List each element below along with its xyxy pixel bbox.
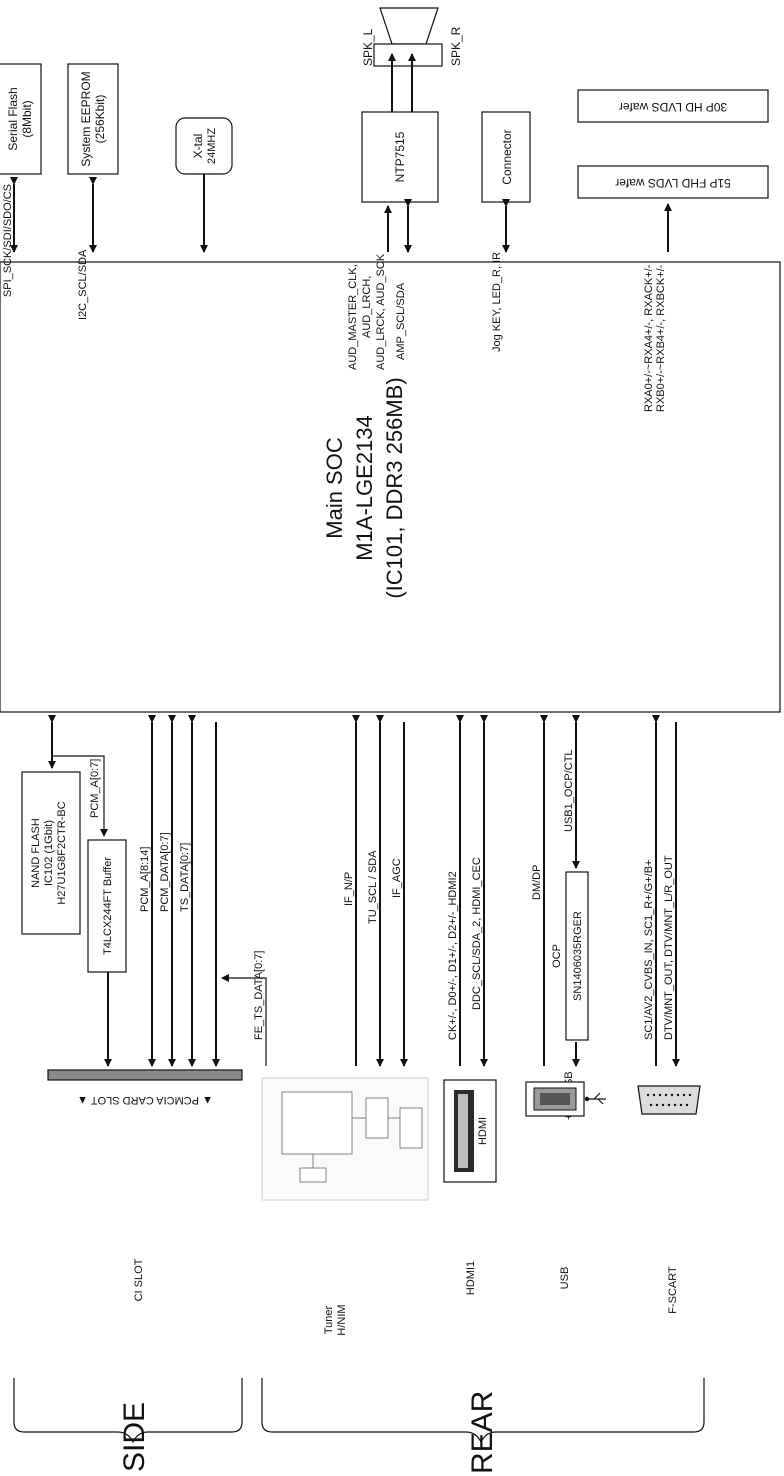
soc-part-number: M1A-LGE2134	[352, 415, 377, 561]
signal-ts-data: TS_DATA[0:7]	[179, 842, 191, 912]
signal-scart-out: DTV/MNT_OUT, DTV/MNT_L/R_OUT	[663, 855, 675, 1040]
signal-tu-scl: TU_SCL / SDA	[367, 850, 379, 924]
port-label-hdmi1: HDMI1	[465, 1260, 477, 1296]
serial-flash-label: Serial Flash	[6, 87, 20, 151]
section-label-side: SIDE	[118, 1401, 151, 1472]
speaker-icon	[374, 8, 442, 66]
signal-hdmi-ddc: DDC_SCL/SDA_2, HDMI_CEC	[471, 857, 483, 1010]
usb-symbol-icon	[585, 1093, 606, 1104]
signal-lvds-b: RXB0+/-~RXB4+/-, RXBCK+/-	[655, 264, 667, 412]
signal-jog-key: Jog KEY, LED_R, IR	[491, 251, 503, 352]
pcmcia-slot-icon	[48, 1070, 242, 1080]
hdmi-port-label: HDMI	[477, 1116, 489, 1146]
signal-aud-lrck: AUD_LRCK, AUD_SCK	[375, 253, 387, 370]
buffer-label: T4LCX244FT Buffer	[102, 856, 114, 956]
usb-port-icon	[526, 1082, 584, 1116]
xtal-frequency: 24MHZ	[206, 127, 218, 165]
pcmcia-slot-label: ▲ PCMCIA CARD SLOT ▲	[77, 1094, 213, 1107]
ocp-label: OCP	[551, 944, 563, 968]
tuner-module-icon	[262, 1078, 428, 1200]
amp-ntp7515-label: NTP7515	[393, 131, 407, 183]
port-label-ci-slot: CI SLOT	[133, 1258, 145, 1302]
nand-flash-part: H27U1G8F2CTR-BC	[56, 801, 68, 905]
port-label-hnim: H/NIM	[336, 1304, 348, 1336]
scart-connector-icon	[638, 1086, 700, 1114]
signal-pcm-a-8-14: PCM_A[8:14]	[139, 846, 151, 912]
signal-amp-i2c: AMP_SCL/SDA	[395, 282, 407, 360]
signal-pcm-a-0-7: PCM_A[0:7]	[89, 758, 101, 818]
serial-flash-size: (8Mbit)	[20, 100, 34, 138]
signal-i2c: I2C_SCL/SDA	[77, 249, 89, 320]
connector-label: Connector	[500, 129, 514, 185]
speaker-left-label: SPK_L	[361, 28, 375, 66]
signal-lvds-a: RXA0+/-~RXA4+/-, RXACK+/-	[643, 264, 655, 412]
signal-dm-dp: DM/DP	[531, 864, 543, 900]
signal-spi: SPI_SCK/SDI/SDO/CS	[2, 184, 14, 298]
soc-description: (IC101, DDR3 256MB)	[382, 377, 407, 599]
soc-title: Main SOC	[322, 437, 347, 539]
signal-scart-in: SC1/AV2_CVBS_IN, SC1_R+/G+/B+	[643, 859, 655, 1040]
signal-fe-ts-data: FE_TS_DATA[0:7]	[253, 950, 265, 1040]
nand-flash-ic: IC102 (1Gbit)	[43, 819, 55, 887]
ocp-part: SN1406035RGER	[572, 911, 584, 1001]
lvds-hd-label: 30P HD LVDS wafer	[618, 99, 728, 114]
signal-hdmi-data: CK+/-, D0+/-, D1+/-, D2+/-_HDMI2	[447, 871, 459, 1040]
signal-aud-master-clk: AUD_MASTER_CLK,	[347, 264, 359, 370]
signal-aud-lrch: AUD_LRCH,	[361, 275, 373, 338]
port-label-fscart: F-SCART	[667, 1266, 679, 1314]
port-label-usb: USB	[559, 1266, 571, 1290]
nand-flash-label: NAND FLASH	[30, 818, 42, 888]
port-label-tuner: Tuner	[323, 1305, 335, 1335]
eeprom-size: (256Kbit)	[93, 94, 107, 144]
lvds-fhd-label: 51P FHD LVDS wafer	[615, 175, 731, 190]
section-label-rear: REAR	[466, 1390, 499, 1474]
xtal-label: X-tal	[191, 133, 205, 159]
speaker-right-label: SPK_R	[449, 26, 463, 66]
signal-usb-ocp: USB1_OCP/CTL	[563, 749, 575, 832]
eeprom-label: System EEPROM	[79, 71, 93, 167]
signal-pcm-data: PCM_DATA[0:7]	[159, 832, 171, 912]
signal-if-np: IF_N/P	[343, 871, 355, 906]
signal-if-agc: IF_AGC	[391, 858, 403, 898]
